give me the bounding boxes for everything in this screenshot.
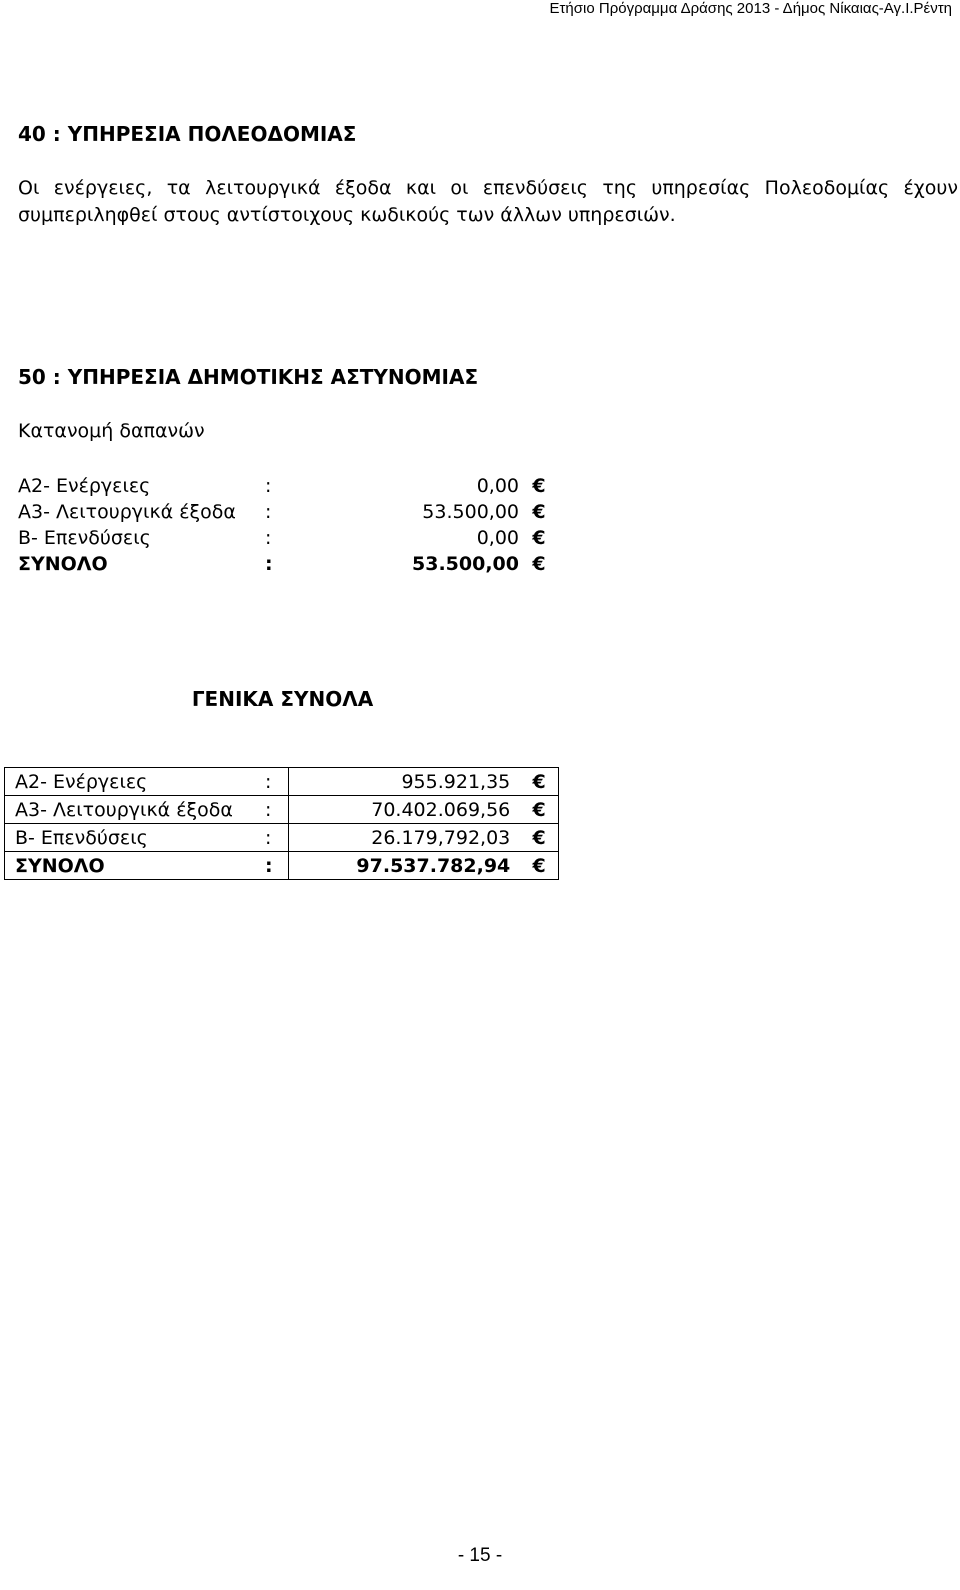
euro-icon: € <box>520 796 558 824</box>
row-value: 26.179,792,03 <box>288 824 520 852</box>
euro-icon: € <box>520 824 558 852</box>
row-colon: : <box>265 852 288 880</box>
row-colon: : <box>265 553 273 575</box>
row-label: ΣΥΝΟΛΟ <box>18 553 108 575</box>
page-header: Ετήσιο Πρόγραμμα Δράσης 2013 - Δήμος Νίκαιας-Αγ.Ι.Ρέντη <box>549 0 952 17</box>
total-row <box>18 551 559 577</box>
row-value: 97.537.782,94 <box>288 852 520 880</box>
general-totals-title: ΓΕΝΙΚΑ ΣΥΝΟΛΑ <box>191 687 374 711</box>
section-title-40: 40 : ΥΠΗΡΕΣΙΑ ΠΟΛΕΟΔΟΜΙΑΣ <box>18 122 357 146</box>
euro-icon: € <box>532 475 546 497</box>
section-title-50: 50 : ΥΠΗΡΕΣΙΑ ΔΗΜΟΤΙΚΗΣ ΑΣΤΥΝΟΜΙΑΣ <box>18 365 479 389</box>
row-value: 0,00 <box>476 475 519 497</box>
page-number: - 15 - <box>457 1545 503 1566</box>
row-label: ΣΥΝΟΛΟ <box>5 852 266 880</box>
row-label: Α2- Ενέργειες <box>5 768 266 796</box>
paragraph-line-2: συμπεριληφθεί στους αντίστοιχους κωδικούς των άλλων υπηρεσιών. <box>18 204 676 226</box>
row-label: Α2- Ενέργειες <box>18 475 151 497</box>
paragraph-line-1: Οι ενέργειες, τα λειτουργικά έξοδα και οι επενδύσεις της υπηρεσίας Πολεοδομίας έχουν <box>18 177 958 199</box>
table-row <box>18 473 559 499</box>
row-label: Α3- Λειτουργικά έξοδα <box>5 796 266 824</box>
row-label: Β- Επενδύσεις <box>5 824 266 852</box>
table-row <box>5 796 559 824</box>
euro-icon: € <box>520 852 558 880</box>
row-colon: : <box>265 501 272 523</box>
row-label: Β- Επενδύσεις <box>18 527 151 549</box>
section-50-cost-table <box>18 473 559 577</box>
euro-icon: € <box>532 501 546 523</box>
row-value: 53.500,00 <box>422 501 519 523</box>
general-totals-table <box>4 767 559 880</box>
section-40-paragraph <box>18 175 958 229</box>
row-value: 955.921,35 <box>288 768 520 796</box>
table-row <box>5 768 559 796</box>
row-colon: : <box>265 824 288 852</box>
table-row <box>18 499 559 525</box>
euro-icon: € <box>532 527 546 549</box>
table-row <box>5 824 559 852</box>
expense-breakdown-subtitle: Κατανομή δαπανών <box>18 420 205 442</box>
row-value: 53.500,00 <box>412 553 519 575</box>
row-colon: : <box>265 796 288 824</box>
row-value: 70.402.069,56 <box>288 796 520 824</box>
table-row <box>18 525 559 551</box>
row-value: 0,00 <box>476 527 519 549</box>
row-label: Α3- Λειτουργικά έξοδα <box>18 501 236 523</box>
total-row <box>5 852 559 880</box>
euro-icon: € <box>532 553 546 575</box>
row-colon: : <box>265 768 288 796</box>
euro-icon: € <box>520 768 558 796</box>
row-colon: : <box>265 527 272 549</box>
row-colon: : <box>265 475 272 497</box>
